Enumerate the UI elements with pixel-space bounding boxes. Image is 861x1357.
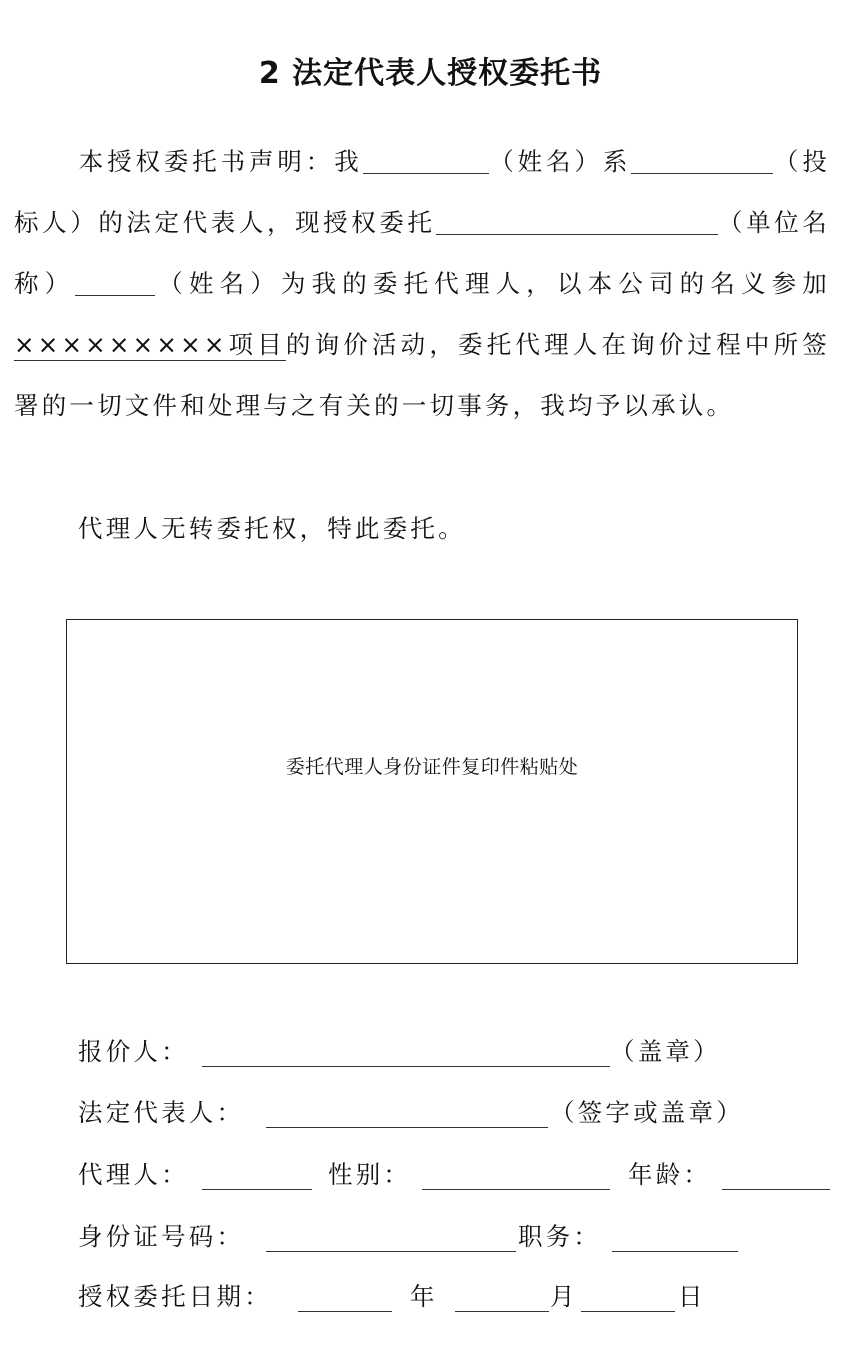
agent-info-field <box>78 1155 838 1195</box>
day-label: 日 <box>678 1282 706 1311</box>
authorization-date-field <box>78 1277 778 1317</box>
year-line[interactable] <box>298 1311 392 1312</box>
age-line[interactable] <box>722 1189 830 1190</box>
id-number-label: 身份证号码： <box>78 1222 245 1251</box>
id-copy-paste-area <box>66 619 798 964</box>
day-line[interactable] <box>581 1311 675 1312</box>
legal-rep-label: 法定代表人： <box>78 1098 245 1127</box>
statement-text-5: （姓名）为我的委托代理人，以本公司的名义参加 <box>155 269 830 298</box>
statement-text-6: 的询价活动，委托代理人在询价过程中所签署的一切文件和处理与之有关的一切事务，我均予以承认。 <box>14 330 830 420</box>
statement-text-1: 本授权委托书声明：我 <box>78 147 363 176</box>
agent-name-blank[interactable] <box>75 267 155 296</box>
agent-label: 代理人： <box>78 1160 189 1189</box>
gender-label: 性别： <box>328 1160 412 1189</box>
statement-text-2: （姓名）系 <box>488 147 632 176</box>
quoter-signature-line[interactable] <box>202 1066 610 1067</box>
no-sub-delegation-text: 代理人无转委托权，特此委托。 <box>78 514 466 543</box>
statement-text-3: （投标人）的法定代表人，现授权委托 <box>14 147 831 237</box>
authorization-statement <box>14 131 830 436</box>
year-label: 年 <box>410 1282 438 1311</box>
month-line[interactable] <box>455 1311 549 1312</box>
id-position-field <box>78 1217 778 1257</box>
quoter-seal-note: （盖章） <box>610 1037 721 1066</box>
position-line[interactable] <box>612 1251 738 1252</box>
entrusted-unit-blank[interactable] <box>436 206 718 235</box>
no-sub-delegation-statement <box>14 498 830 559</box>
quoter-field <box>78 1032 778 1072</box>
month-label: 月 <box>550 1282 578 1311</box>
quoter-label: 报价人： <box>78 1037 189 1066</box>
age-label: 年龄： <box>628 1160 712 1189</box>
document-title: 2 法定代表人授权委托书 <box>258 56 603 91</box>
name-blank[interactable] <box>363 145 489 174</box>
bidder-blank[interactable] <box>631 145 773 174</box>
agent-name-line[interactable] <box>202 1189 312 1190</box>
legal-rep-field <box>78 1093 778 1133</box>
date-label: 授权委托日期： <box>78 1282 272 1311</box>
statement-text-4: （单位名称） <box>14 208 830 298</box>
legal-rep-signature-line[interactable] <box>266 1127 548 1128</box>
legal-rep-seal-note: （签字或盖章） <box>550 1098 744 1127</box>
id-copy-paste-label: 委托代理人身份证件复印件粘贴处 <box>285 756 579 778</box>
project-name: ×××××××××项目 <box>14 330 286 359</box>
id-number-line[interactable] <box>266 1251 516 1252</box>
position-label: 职务： <box>518 1222 602 1251</box>
gender-line[interactable] <box>422 1189 610 1190</box>
